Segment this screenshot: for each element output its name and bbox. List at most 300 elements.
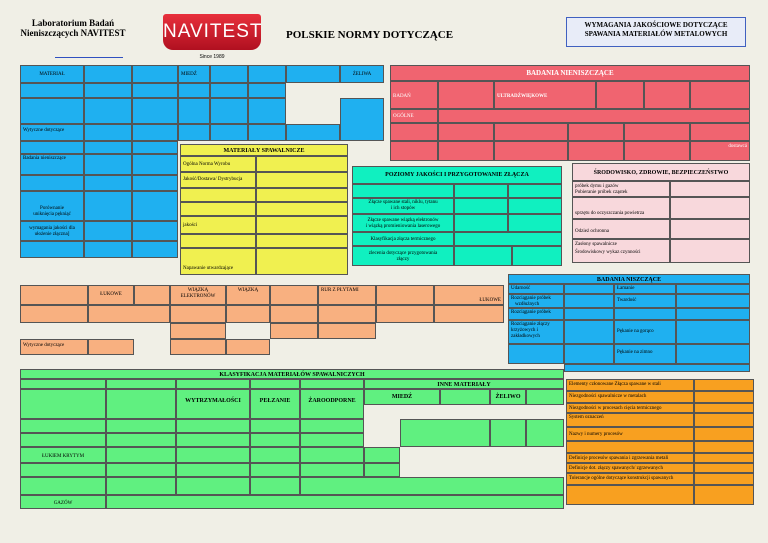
blue-cell <box>132 221 178 241</box>
dostawa-cell <box>690 141 750 161</box>
classification-title-text: KLASYFIKACJA MATERIAŁÓW SPAWALNICZYCH <box>219 372 365 378</box>
pink-cell <box>572 219 670 239</box>
blue-cell <box>178 83 210 98</box>
rozc2-cell <box>508 308 564 320</box>
teal-r4 <box>352 246 454 266</box>
ored-cell <box>694 473 754 485</box>
blue-cell <box>132 241 178 258</box>
rur-label: RUR Z PŁYTAMI <box>321 288 359 293</box>
teal-r2-line1: Złącze spawane wiązką elektronów <box>367 218 439 223</box>
page-title: POLSKIE NORMY DOTYCZĄCE <box>286 29 454 41</box>
rozc3-line2: krzyżowych i <box>511 328 539 333</box>
yellow-r3-label: jakości <box>183 223 198 228</box>
yellow-cell <box>256 188 348 202</box>
green-cell <box>106 495 564 509</box>
teal-r3-label: Klasyfikacja złącza termicznego <box>370 237 436 242</box>
miedz-label: MIEDŹ <box>181 72 197 77</box>
teal-r2 <box>352 214 454 232</box>
orange-cell <box>376 285 434 305</box>
consumables-title <box>180 144 348 156</box>
lukowe-cell <box>88 285 134 305</box>
ored-cell <box>694 441 754 453</box>
green-cell <box>20 477 106 495</box>
blue-cell <box>210 124 248 141</box>
teal-cell <box>508 214 562 232</box>
logo-text: NAVITEST <box>163 21 263 42</box>
pink-r3-label: sprzętu do oczyszczania powietrza <box>575 211 645 216</box>
blue-cell <box>286 124 340 141</box>
teal-cell <box>454 246 512 266</box>
blue-cell <box>210 65 248 83</box>
zeliwo-header <box>490 389 526 405</box>
consumables-title-text: MATERIAŁY SPAWALNICZE <box>223 148 305 154</box>
teal-cell <box>454 184 508 198</box>
red-cell <box>494 141 568 161</box>
orange-cell <box>270 305 318 323</box>
teal-cell <box>512 246 562 266</box>
orange-cell <box>20 305 88 323</box>
teal-r4-line1: zlecenia dotyczące przygotowania <box>368 251 438 256</box>
teal-cell <box>352 184 454 198</box>
green-cell <box>526 419 564 447</box>
teal-cell <box>508 198 562 214</box>
orange-cell <box>270 323 318 339</box>
red-cell <box>596 81 644 109</box>
blue-cell <box>248 83 286 98</box>
rozc3-cell <box>508 320 564 344</box>
green-cell <box>20 379 106 389</box>
luk-cell <box>20 447 106 463</box>
ored-r1 <box>566 379 694 391</box>
yellow-cell <box>256 234 348 248</box>
ored-r1-label: Elementy członowane Złącza spawane w stali <box>569 382 661 387</box>
blue2-cell <box>564 294 614 308</box>
ored-r4 <box>566 413 694 427</box>
material-label: MATERIAŁ <box>39 72 65 77</box>
green-cell <box>176 477 250 495</box>
orange-cell <box>376 305 434 323</box>
yellow-cell <box>180 202 256 216</box>
orange-wytyczne <box>20 339 88 355</box>
wiazka-label: WIĄZKĄ <box>237 288 259 293</box>
green-cell <box>106 447 176 463</box>
green-cell <box>300 379 364 389</box>
pelzanie-label: PEŁZANIE <box>259 398 291 404</box>
yellow-cell <box>256 248 348 275</box>
udarnosc-label: Udarność <box>511 286 531 291</box>
orange-cell <box>88 339 134 355</box>
lamanie-cell <box>614 284 676 294</box>
requirements-line1: WYMAGANIA JAKOŚCIOWE DOTYCZĄCE <box>584 21 728 29</box>
zeliwa-label: ŻELIWA <box>352 72 372 77</box>
teal-cell <box>454 232 562 246</box>
orange-cell <box>170 323 226 339</box>
green-cell <box>20 419 106 433</box>
blue-cell <box>84 241 132 258</box>
orange-cell <box>20 285 88 305</box>
blue-cell <box>84 175 132 191</box>
green-cell <box>300 419 364 433</box>
wiazka-cell <box>226 285 270 305</box>
blue-cell <box>248 124 286 141</box>
ored-r8-label: Tolerancje ogólne dotyczące konstrukcji spawanych <box>569 476 674 481</box>
blue-cell <box>340 98 384 141</box>
green-cell <box>106 419 176 433</box>
porownanie-cell <box>20 191 84 221</box>
red-cell <box>690 81 750 109</box>
green-cell <box>440 389 490 405</box>
ultra-cell <box>494 81 596 109</box>
teal-cell <box>454 198 508 214</box>
ehs-title-text: ŚRODOWISKO, ZDROWIE, BEZPIECZEŃSTWO <box>593 170 729 176</box>
teal-r1-line1: Złącze spawane stali, niklu, tytanu <box>368 200 438 205</box>
blue-cell <box>84 141 132 154</box>
wiazka-el-cell <box>170 285 226 305</box>
blue2-cell <box>614 308 676 320</box>
red-cell <box>438 81 494 109</box>
ored-r4-label: System oznaczeń <box>569 415 604 420</box>
red-cell <box>494 123 568 141</box>
blue-cell <box>132 154 178 175</box>
orange-cell <box>170 305 226 323</box>
red-cell <box>438 123 494 141</box>
wiazka-el-line2: ELEKTRONÓW <box>180 294 216 299</box>
since-label: Since 1989 <box>199 54 225 60</box>
wytyczne-label: Wytyczne dotyczące <box>23 128 65 133</box>
requirements-box <box>566 17 746 47</box>
yellow-r3 <box>180 216 256 234</box>
blue2-cell <box>508 344 564 364</box>
green-cell <box>526 389 564 405</box>
green-cell <box>106 379 176 389</box>
yellow-cell <box>180 234 256 248</box>
green-cell <box>250 379 300 389</box>
rozc1-cell <box>508 294 564 308</box>
rur-cell <box>318 285 376 305</box>
lab-underline <box>55 57 123 58</box>
red-cell <box>568 123 624 141</box>
miedz-header <box>178 65 210 83</box>
rozc3-line3: zakładkowych <box>511 334 540 339</box>
yellow-r1-label: Ogólna Norma Wyrobu <box>183 162 231 167</box>
green-cell <box>106 463 176 477</box>
udarnosc-cell <box>508 284 564 294</box>
gazow-cell <box>20 495 106 509</box>
yellow-r4 <box>180 248 256 275</box>
blue-cell <box>178 124 210 141</box>
blue-cell <box>84 154 132 175</box>
blue-cell <box>84 65 132 83</box>
blue2-cell <box>676 294 750 308</box>
pek-goraco-cell <box>614 320 676 344</box>
green-cell <box>490 419 526 447</box>
blue2-cell <box>564 364 750 372</box>
yellow-r4-label: Napawanie utwardzające <box>183 266 234 271</box>
zeliwa-header <box>340 65 384 83</box>
requirements-line2: SPAWANIA MATERIAŁÓW METALOWYCH <box>584 30 728 38</box>
orange-cell <box>134 285 170 305</box>
zarood-label: ŻAROODPORNE <box>308 398 356 404</box>
lab-name-line1: Laboratorium Badań <box>31 18 115 28</box>
red-cell <box>644 81 690 109</box>
material-header <box>20 65 84 83</box>
ored-cell <box>694 403 754 413</box>
classification-title <box>20 369 564 379</box>
red-cell <box>690 123 750 141</box>
luk-label: ŁUKIEM KRYTYM <box>41 454 85 459</box>
blue-cell <box>20 175 84 191</box>
pink-r4-label: Odzież ochronna <box>575 229 610 234</box>
pink-r1-line1: próbek dymu i gazów <box>575 184 619 189</box>
green-cell <box>250 447 300 463</box>
blue-cell <box>132 65 178 83</box>
navitest-logo <box>163 14 261 50</box>
ored-cell <box>694 379 754 391</box>
orange-cell <box>170 339 226 355</box>
blue2-cell <box>564 284 614 294</box>
ored-cell <box>694 413 754 427</box>
wytrz-label: WYTRZYMAŁOŚCI <box>185 398 241 404</box>
pink-cell <box>670 197 750 219</box>
orange-cell <box>270 285 318 305</box>
green-cell <box>400 419 490 447</box>
lab-name-line2: Nieniszczących NAVITEST <box>20 28 126 38</box>
blue-cell <box>210 83 248 98</box>
rozc1-line2: wzdłużnych <box>515 302 540 307</box>
orange-cell <box>318 323 376 339</box>
green-cell <box>300 463 364 477</box>
ored-r2 <box>566 391 694 403</box>
badania-nien-label: Badania nieniszczące <box>23 156 66 161</box>
ored-r7 <box>566 463 694 473</box>
quality-levels-title <box>352 166 562 184</box>
yellow-cell <box>180 188 256 202</box>
yellow-r1 <box>180 156 256 172</box>
ehs-title <box>572 163 750 181</box>
blue-cell <box>20 83 84 98</box>
teal-cell <box>508 184 562 198</box>
zarood-header <box>300 389 364 419</box>
green-cell <box>106 477 176 495</box>
blue-cell <box>132 191 178 221</box>
lamanie-label: Łamanie <box>617 286 635 291</box>
ored-r3 <box>566 403 694 413</box>
pelzanie-header <box>250 389 300 419</box>
ored-r5 <box>566 427 694 441</box>
yellow-r2 <box>180 172 256 188</box>
green-cell <box>176 433 250 447</box>
pink-cell <box>572 239 670 263</box>
pink-r5-label: Zasłony spawalnicze <box>575 242 617 247</box>
ored-cell <box>694 391 754 403</box>
red-cell <box>624 141 690 161</box>
blue-cell <box>210 98 248 124</box>
wymagania-line1: wymagania jakości dla <box>29 226 75 231</box>
green-cell <box>300 477 564 495</box>
destructive-title-text: BADANIA NISZCZĄCE <box>596 277 662 283</box>
dostawa-label: dostawcá <box>728 144 747 149</box>
green-cell <box>364 463 400 477</box>
blue-cell <box>84 124 132 141</box>
teal-cell <box>454 214 508 232</box>
pek-zimno-label: Pękanie na zimno <box>617 350 653 355</box>
miedz-green-label: MIEDŹ <box>391 394 413 400</box>
porownanie-line1: Porównanie <box>40 206 64 211</box>
teal-r3 <box>352 232 454 246</box>
inne-header <box>364 379 564 389</box>
red-cell <box>438 141 494 161</box>
orange-cell <box>88 305 170 323</box>
green-cell <box>176 419 250 433</box>
blue-cell <box>84 191 132 221</box>
green-cell <box>176 379 250 389</box>
pink-r1 <box>572 181 670 197</box>
miedz-green-header <box>364 389 440 405</box>
blue2-cell <box>676 344 750 364</box>
blue-cell <box>84 221 132 241</box>
lab-name <box>18 18 128 38</box>
blue-cell <box>178 98 210 124</box>
blue-cell <box>20 241 84 258</box>
porownanie-line2: uniknięcia pękniąć <box>33 212 71 217</box>
green-cell <box>106 433 176 447</box>
green-cell <box>20 433 106 447</box>
green-cell <box>300 433 364 447</box>
wymagania-cell <box>20 221 84 241</box>
blue-cell <box>132 98 178 124</box>
wytrz-header <box>176 389 250 419</box>
rozc2-label: Rozciąganie próbek <box>511 310 551 315</box>
ndt-title-text: BADANIA NIENISZCZĄCE <box>526 69 614 77</box>
zeliwo-label: ŻELIWO <box>495 394 521 400</box>
green-cell <box>250 419 300 433</box>
wymagania-line2: ułożenie złączna] <box>34 232 70 237</box>
green-cell <box>106 389 176 419</box>
ored-cell <box>694 463 754 473</box>
lukowe2-label: ŁUKOWE <box>479 298 501 303</box>
blue2-cell <box>676 284 750 294</box>
wiazka-el-line1: WIĄZKĄ <box>187 288 209 293</box>
pek-zimno-cell <box>614 344 676 364</box>
teal-r1 <box>352 198 454 214</box>
green-cell <box>20 463 106 477</box>
green-cell <box>250 463 300 477</box>
blue-cell <box>248 65 286 83</box>
red-cell <box>568 141 624 161</box>
ored-cell <box>694 485 754 505</box>
ored-cell <box>566 485 694 505</box>
blue2-cell <box>564 344 614 364</box>
pink-cell <box>670 239 750 263</box>
ored-r3-label: Niezgodności w procesach cięcia termicznego <box>569 406 662 411</box>
green-cell <box>300 447 364 463</box>
pink-r6-label: Środowiskowy wykaz czynności <box>575 250 641 255</box>
yellow-cell <box>256 172 348 188</box>
teal-r1-line2: i ich stopów <box>390 206 416 211</box>
badania-nien-cell <box>20 154 84 175</box>
ored-r8 <box>566 473 694 485</box>
blue-cell <box>20 141 84 154</box>
teal-r2-line2: i wiązką promieniowania laserowego <box>365 224 441 229</box>
destructive-title <box>508 274 750 284</box>
gazow-label: GAZÓW <box>53 501 73 506</box>
yellow-r2-label: Jakość/Dostawa/ Dystrybucja <box>183 177 243 182</box>
ored-r2-label: Niezgodności spawalnicze w metalach <box>569 394 647 399</box>
red-cell <box>438 109 750 123</box>
green-cell <box>176 447 250 463</box>
teal-r4-line2: złączy <box>396 257 410 262</box>
blue-cell <box>132 124 178 141</box>
blue2-cell <box>676 320 750 344</box>
yellow-cell <box>256 156 348 172</box>
blue-cell <box>248 98 286 124</box>
blue-cell <box>132 175 178 191</box>
ored-r6 <box>566 453 694 463</box>
lukowe2-cell <box>434 285 504 305</box>
rozc1-line1: Rozciąganie próbek <box>511 296 551 301</box>
green-cell <box>364 447 400 463</box>
ored-cell <box>566 441 694 453</box>
green-cell <box>250 477 300 495</box>
pink-r1-line2: Pobieranie próbek cząstek <box>575 190 628 195</box>
blue2-cell <box>676 308 750 320</box>
orange-cell <box>434 305 504 323</box>
ogolne-label: OGÓLNE <box>393 114 414 119</box>
twardosc-cell <box>614 294 676 308</box>
blue-cell <box>132 83 178 98</box>
rozc3-line1: Rozciąganie złączy <box>511 322 550 327</box>
ored-r6-label: Definicje procesów spawania i zgrzewania metali <box>569 456 669 461</box>
yellow-cell <box>256 216 348 234</box>
ogolne-cell <box>390 109 438 123</box>
orange-wytyczne-label: Wytyczne dotyczące <box>23 343 65 348</box>
blue2-cell <box>564 320 614 344</box>
red-cell <box>390 123 438 141</box>
green-cell <box>176 463 250 477</box>
orange-cell <box>226 339 270 355</box>
lukowe-label: ŁUKOWE <box>100 292 122 297</box>
green-cell <box>250 433 300 447</box>
twardosc-label: Twardość <box>617 298 637 303</box>
ored-cell <box>694 427 754 441</box>
wytyczne-cell <box>20 124 84 141</box>
pink-cell <box>670 181 750 197</box>
blue-cell <box>84 98 132 124</box>
badan-cell <box>390 81 438 109</box>
badan-label: BADAŃ <box>393 94 411 99</box>
ultra-label: ULTRADŹWIĘKOWE <box>497 94 548 99</box>
ndt-title <box>390 65 750 81</box>
blue-cell <box>286 65 340 83</box>
blue-cell <box>20 98 84 124</box>
quality-levels-title-text: POZIOMY JAKOŚCI I PRZYGOTOWANIE ZŁĄCZA <box>385 172 529 178</box>
inne-label: INNE MATERIAŁY <box>437 382 491 388</box>
orange-cell <box>318 305 376 323</box>
blue-cell <box>84 83 132 98</box>
blue-cell <box>132 141 178 154</box>
pink-cell <box>572 197 670 219</box>
pink-cell <box>670 219 750 239</box>
ored-cell <box>694 453 754 463</box>
blue2-cell <box>564 308 614 320</box>
green-cell <box>20 389 106 419</box>
yellow-cell <box>256 202 348 216</box>
ored-r7-label: Definicje dot. złączy spawanych/ zgrzewanych <box>569 466 663 471</box>
red-cell <box>390 141 438 161</box>
red-cell <box>624 123 690 141</box>
pek-goraco-label: Pękanie na gorąco <box>617 329 654 334</box>
ored-r5-label: Nazwy i numery procesów <box>569 432 623 437</box>
